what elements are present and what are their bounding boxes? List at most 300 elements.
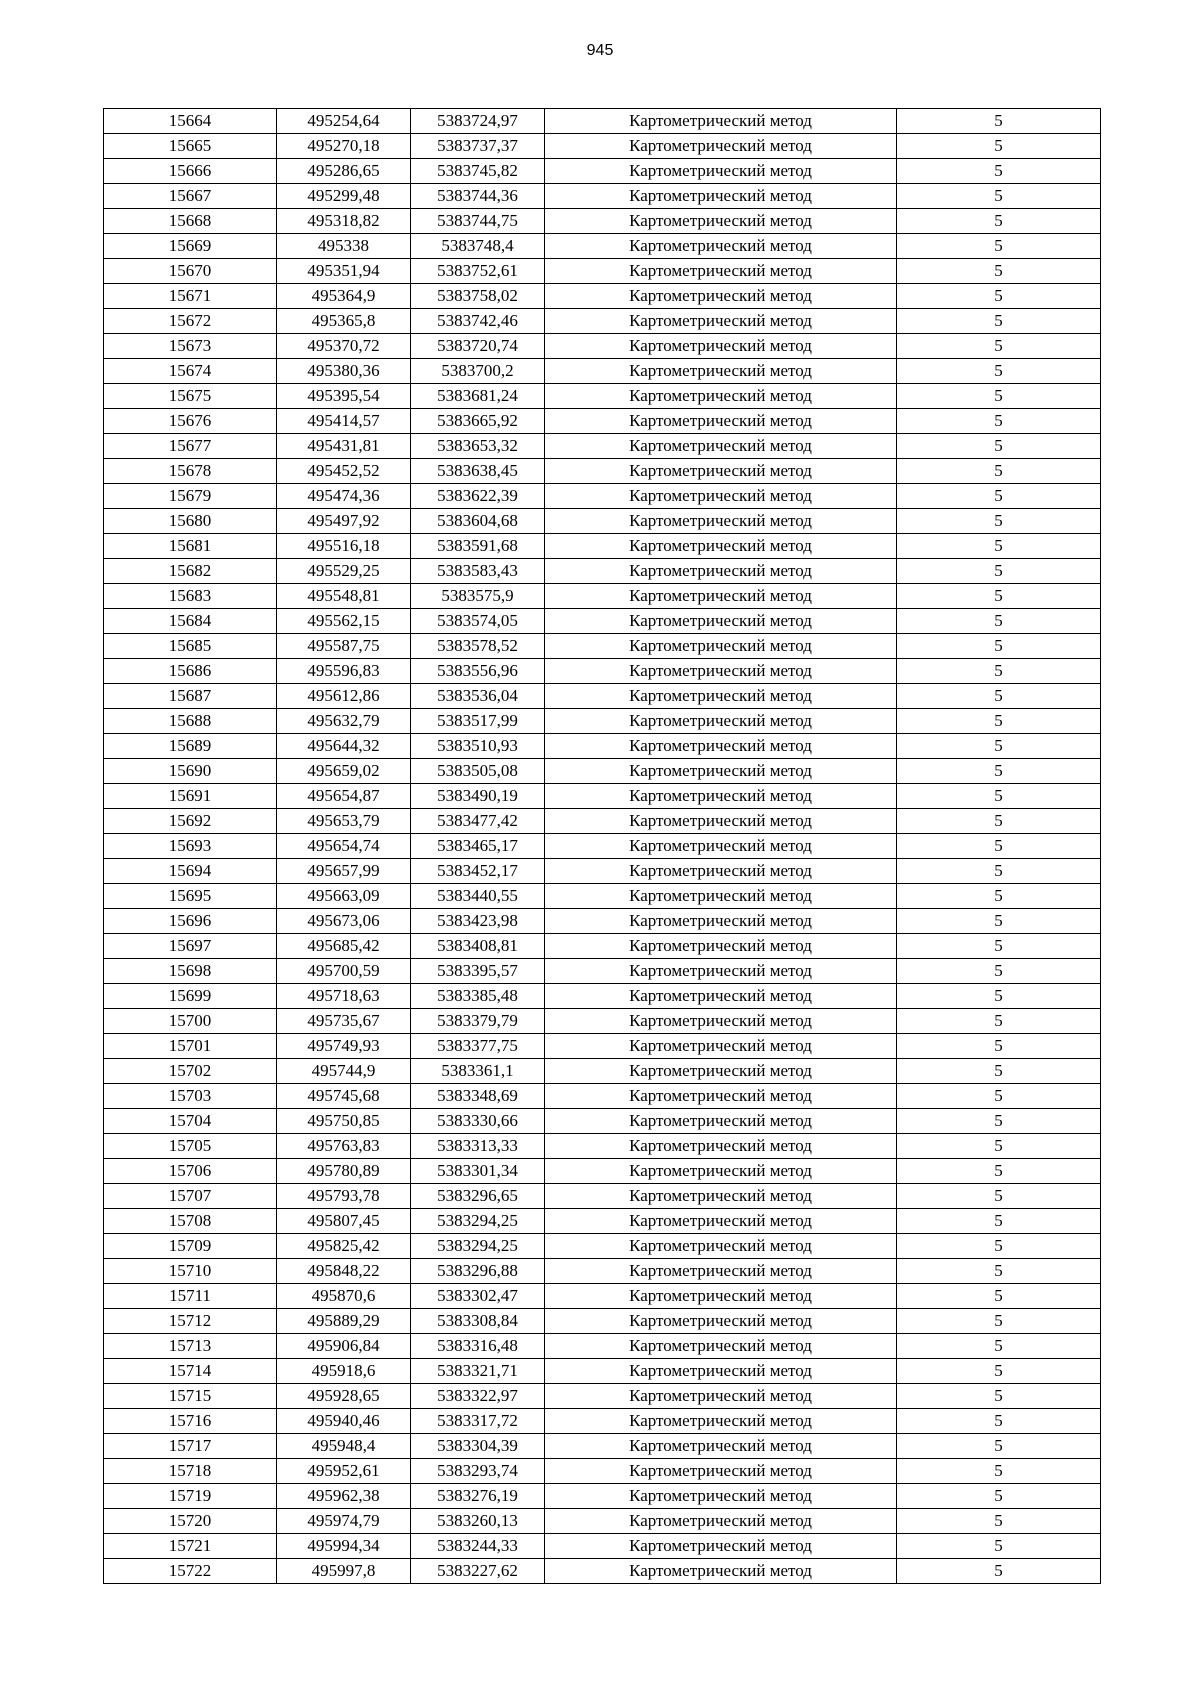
- y-coordinate-cell: 5383322,97: [411, 1384, 545, 1409]
- table-row: [104, 559, 1101, 584]
- accuracy-cell: 5: [897, 984, 1101, 1009]
- coordinates-table: [103, 108, 1101, 1584]
- table-row: [104, 1284, 1101, 1309]
- point-number-cell: 15675: [104, 384, 277, 409]
- point-number-cell: 15699: [104, 984, 277, 1009]
- x-coordinate-cell: 495497,92: [277, 509, 411, 534]
- method-cell: Картометрический метод: [545, 334, 897, 359]
- table-row: [104, 1184, 1101, 1209]
- table-row: [104, 584, 1101, 609]
- y-coordinate-cell: 5383452,17: [411, 859, 545, 884]
- method-cell: Картометрический метод: [545, 584, 897, 609]
- y-coordinate-cell: 5383490,19: [411, 784, 545, 809]
- x-coordinate-cell: 495793,78: [277, 1184, 411, 1209]
- point-number-cell: 15716: [104, 1409, 277, 1434]
- point-number-cell: 15670: [104, 259, 277, 284]
- accuracy-cell: 5: [897, 1084, 1101, 1109]
- y-coordinate-cell: 5383465,17: [411, 834, 545, 859]
- x-coordinate-cell: 495889,29: [277, 1309, 411, 1334]
- accuracy-cell: 5: [897, 909, 1101, 934]
- y-coordinate-cell: 5383745,82: [411, 159, 545, 184]
- accuracy-cell: 5: [897, 884, 1101, 909]
- y-coordinate-cell: 5383505,08: [411, 759, 545, 784]
- table-row: [104, 134, 1101, 159]
- y-coordinate-cell: 5383395,57: [411, 959, 545, 984]
- x-coordinate-cell: 495254,64: [277, 109, 411, 134]
- point-number-cell: 15691: [104, 784, 277, 809]
- x-coordinate-cell: 495395,54: [277, 384, 411, 409]
- method-cell: Картометрический метод: [545, 859, 897, 884]
- method-cell: Картометрический метод: [545, 309, 897, 334]
- point-number-cell: 15701: [104, 1034, 277, 1059]
- accuracy-cell: 5: [897, 1134, 1101, 1159]
- table-row: [104, 209, 1101, 234]
- table-row: [104, 959, 1101, 984]
- y-coordinate-cell: 5383385,48: [411, 984, 545, 1009]
- point-number-cell: 15713: [104, 1334, 277, 1359]
- method-cell: Картометрический метод: [545, 509, 897, 534]
- y-coordinate-cell: 5383737,37: [411, 134, 545, 159]
- table-row: [104, 1434, 1101, 1459]
- accuracy-cell: 5: [897, 359, 1101, 384]
- y-coordinate-cell: 5383583,43: [411, 559, 545, 584]
- x-coordinate-cell: 495673,06: [277, 909, 411, 934]
- point-number-cell: 15697: [104, 934, 277, 959]
- y-coordinate-cell: 5383313,33: [411, 1134, 545, 1159]
- method-cell: Картометрический метод: [545, 609, 897, 634]
- method-cell: Картометрический метод: [545, 784, 897, 809]
- accuracy-cell: 5: [897, 1184, 1101, 1209]
- method-cell: Картометрический метод: [545, 1509, 897, 1534]
- accuracy-cell: 5: [897, 384, 1101, 409]
- table-row: [104, 159, 1101, 184]
- point-number-cell: 15687: [104, 684, 277, 709]
- table-row: [104, 259, 1101, 284]
- accuracy-cell: 5: [897, 1359, 1101, 1384]
- accuracy-cell: 5: [897, 109, 1101, 134]
- y-coordinate-cell: 5383752,61: [411, 259, 545, 284]
- y-coordinate-cell: 5383294,25: [411, 1209, 545, 1234]
- table-row: [104, 384, 1101, 409]
- page-number: 945: [586, 42, 614, 59]
- table-row: [104, 684, 1101, 709]
- table-row: [104, 109, 1101, 134]
- x-coordinate-cell: 495286,65: [277, 159, 411, 184]
- y-coordinate-cell: 5383293,74: [411, 1459, 545, 1484]
- x-coordinate-cell: 495744,9: [277, 1059, 411, 1084]
- method-cell: Картометрический метод: [545, 1109, 897, 1134]
- point-number-cell: 15718: [104, 1459, 277, 1484]
- table-row: [104, 1259, 1101, 1284]
- x-coordinate-cell: 495825,42: [277, 1234, 411, 1259]
- y-coordinate-cell: 5383517,99: [411, 709, 545, 734]
- accuracy-cell: 5: [897, 134, 1101, 159]
- accuracy-cell: 5: [897, 734, 1101, 759]
- x-coordinate-cell: 495529,25: [277, 559, 411, 584]
- y-coordinate-cell: 5383477,42: [411, 809, 545, 834]
- point-number-cell: 15688: [104, 709, 277, 734]
- method-cell: Картометрический метод: [545, 884, 897, 909]
- y-coordinate-cell: 5383377,75: [411, 1034, 545, 1059]
- method-cell: Картометрический метод: [545, 809, 897, 834]
- method-cell: Картометрический метод: [545, 1359, 897, 1384]
- y-coordinate-cell: 5383423,98: [411, 909, 545, 934]
- table-row: [104, 1384, 1101, 1409]
- x-coordinate-cell: 495735,67: [277, 1009, 411, 1034]
- method-cell: Картометрический метод: [545, 1434, 897, 1459]
- accuracy-cell: 5: [897, 1059, 1101, 1084]
- method-cell: Картометрический метод: [545, 1034, 897, 1059]
- accuracy-cell: 5: [897, 1484, 1101, 1509]
- point-number-cell: 15719: [104, 1484, 277, 1509]
- x-coordinate-cell: 495612,86: [277, 684, 411, 709]
- x-coordinate-cell: 495750,85: [277, 1109, 411, 1134]
- x-coordinate-cell: 495653,79: [277, 809, 411, 834]
- table-row: [104, 1234, 1101, 1259]
- accuracy-cell: 5: [897, 859, 1101, 884]
- table-row: [104, 1209, 1101, 1234]
- method-cell: Картометрический метод: [545, 709, 897, 734]
- x-coordinate-cell: 495994,34: [277, 1534, 411, 1559]
- y-coordinate-cell: 5383724,97: [411, 109, 545, 134]
- y-coordinate-cell: 5383330,66: [411, 1109, 545, 1134]
- point-number-cell: 15700: [104, 1009, 277, 1034]
- accuracy-cell: 5: [897, 1509, 1101, 1534]
- accuracy-cell: 5: [897, 534, 1101, 559]
- accuracy-cell: 5: [897, 234, 1101, 259]
- y-coordinate-cell: 5383720,74: [411, 334, 545, 359]
- table-row: [104, 284, 1101, 309]
- accuracy-cell: 5: [897, 259, 1101, 284]
- y-coordinate-cell: 5383301,34: [411, 1159, 545, 1184]
- point-number-cell: 15678: [104, 459, 277, 484]
- y-coordinate-cell: 5383304,39: [411, 1434, 545, 1459]
- table-row: [104, 1459, 1101, 1484]
- point-number-cell: 15674: [104, 359, 277, 384]
- x-coordinate-cell: 495414,57: [277, 409, 411, 434]
- y-coordinate-cell: 5383316,48: [411, 1334, 545, 1359]
- table-row: [104, 1409, 1101, 1434]
- y-coordinate-cell: 5383227,62: [411, 1559, 545, 1584]
- x-coordinate-cell: 495870,6: [277, 1284, 411, 1309]
- point-number-cell: 15693: [104, 834, 277, 859]
- point-number-cell: 15708: [104, 1209, 277, 1234]
- point-number-cell: 15721: [104, 1534, 277, 1559]
- table-row: [104, 1134, 1101, 1159]
- y-coordinate-cell: 5383294,25: [411, 1234, 545, 1259]
- y-coordinate-cell: 5383296,88: [411, 1259, 545, 1284]
- point-number-cell: 15671: [104, 284, 277, 309]
- x-coordinate-cell: 495948,4: [277, 1434, 411, 1459]
- y-coordinate-cell: 5383758,02: [411, 284, 545, 309]
- y-coordinate-cell: 5383744,36: [411, 184, 545, 209]
- method-cell: Картометрический метод: [545, 1534, 897, 1559]
- table-row: [104, 934, 1101, 959]
- point-number-cell: 15666: [104, 159, 277, 184]
- x-coordinate-cell: 495997,8: [277, 1559, 411, 1584]
- accuracy-cell: 5: [897, 1234, 1101, 1259]
- table-row: [104, 1534, 1101, 1559]
- point-number-cell: 15685: [104, 634, 277, 659]
- accuracy-cell: 5: [897, 584, 1101, 609]
- accuracy-cell: 5: [897, 1259, 1101, 1284]
- accuracy-cell: 5: [897, 1109, 1101, 1134]
- table-row: [104, 609, 1101, 634]
- method-cell: Картометрический метод: [545, 209, 897, 234]
- x-coordinate-cell: 495380,36: [277, 359, 411, 384]
- x-coordinate-cell: 495351,94: [277, 259, 411, 284]
- method-cell: Картометрический метод: [545, 984, 897, 1009]
- method-cell: Картометрический метод: [545, 459, 897, 484]
- table-row: [104, 409, 1101, 434]
- method-cell: Картометрический метод: [545, 1259, 897, 1284]
- y-coordinate-cell: 5383317,72: [411, 1409, 545, 1434]
- y-coordinate-cell: 5383308,84: [411, 1309, 545, 1334]
- y-coordinate-cell: 5383379,79: [411, 1009, 545, 1034]
- y-coordinate-cell: 5383604,68: [411, 509, 545, 534]
- accuracy-cell: 5: [897, 1034, 1101, 1059]
- x-coordinate-cell: 495763,83: [277, 1134, 411, 1159]
- point-number-cell: 15709: [104, 1234, 277, 1259]
- accuracy-cell: 5: [897, 559, 1101, 584]
- accuracy-cell: 5: [897, 759, 1101, 784]
- accuracy-cell: 5: [897, 1009, 1101, 1034]
- method-cell: Картометрический метод: [545, 234, 897, 259]
- x-coordinate-cell: 495659,02: [277, 759, 411, 784]
- accuracy-cell: 5: [897, 184, 1101, 209]
- method-cell: Картометрический метод: [545, 834, 897, 859]
- method-cell: Картометрический метод: [545, 1459, 897, 1484]
- point-number-cell: 15715: [104, 1384, 277, 1409]
- method-cell: Картометрический метод: [545, 284, 897, 309]
- accuracy-cell: 5: [897, 1534, 1101, 1559]
- x-coordinate-cell: 495644,32: [277, 734, 411, 759]
- x-coordinate-cell: 495928,65: [277, 1384, 411, 1409]
- x-coordinate-cell: 495718,63: [277, 984, 411, 1009]
- x-coordinate-cell: 495596,83: [277, 659, 411, 684]
- point-number-cell: 15677: [104, 434, 277, 459]
- accuracy-cell: 5: [897, 1284, 1101, 1309]
- table-row: [104, 334, 1101, 359]
- method-cell: Картометрический метод: [545, 1334, 897, 1359]
- table-row: [104, 734, 1101, 759]
- accuracy-cell: 5: [897, 484, 1101, 509]
- x-coordinate-cell: 495431,81: [277, 434, 411, 459]
- accuracy-cell: 5: [897, 409, 1101, 434]
- method-cell: Картометрический метод: [545, 759, 897, 784]
- y-coordinate-cell: 5383653,32: [411, 434, 545, 459]
- table-row: [104, 184, 1101, 209]
- x-coordinate-cell: 495700,59: [277, 959, 411, 984]
- x-coordinate-cell: 495807,45: [277, 1209, 411, 1234]
- table-row: [104, 984, 1101, 1009]
- x-coordinate-cell: 495365,8: [277, 309, 411, 334]
- accuracy-cell: 5: [897, 159, 1101, 184]
- point-number-cell: 15686: [104, 659, 277, 684]
- method-cell: Картометрический метод: [545, 434, 897, 459]
- method-cell: Картометрический метод: [545, 384, 897, 409]
- y-coordinate-cell: 5383744,75: [411, 209, 545, 234]
- point-number-cell: 15676: [104, 409, 277, 434]
- method-cell: Картометрический метод: [545, 1059, 897, 1084]
- accuracy-cell: 5: [897, 959, 1101, 984]
- method-cell: Картометрический метод: [545, 409, 897, 434]
- x-coordinate-cell: 495654,74: [277, 834, 411, 859]
- x-coordinate-cell: 495749,93: [277, 1034, 411, 1059]
- x-coordinate-cell: 495685,42: [277, 934, 411, 959]
- y-coordinate-cell: 5383536,04: [411, 684, 545, 709]
- point-number-cell: 15696: [104, 909, 277, 934]
- x-coordinate-cell: 495474,36: [277, 484, 411, 509]
- method-cell: Картометрический метод: [545, 959, 897, 984]
- y-coordinate-cell: 5383681,24: [411, 384, 545, 409]
- x-coordinate-cell: 495654,87: [277, 784, 411, 809]
- table-row: [104, 1034, 1101, 1059]
- x-coordinate-cell: 495780,89: [277, 1159, 411, 1184]
- y-coordinate-cell: 5383361,1: [411, 1059, 545, 1084]
- table-row: [104, 509, 1101, 534]
- point-number-cell: 15707: [104, 1184, 277, 1209]
- point-number-cell: 15664: [104, 109, 277, 134]
- coordinates-table-body: [104, 109, 1101, 1584]
- y-coordinate-cell: 5383591,68: [411, 534, 545, 559]
- method-cell: Картометрический метод: [545, 684, 897, 709]
- x-coordinate-cell: 495952,61: [277, 1459, 411, 1484]
- y-coordinate-cell: 5383408,81: [411, 934, 545, 959]
- accuracy-cell: 5: [897, 1434, 1101, 1459]
- y-coordinate-cell: 5383556,96: [411, 659, 545, 684]
- table-row: [104, 1309, 1101, 1334]
- accuracy-cell: 5: [897, 659, 1101, 684]
- y-coordinate-cell: 5383276,19: [411, 1484, 545, 1509]
- y-coordinate-cell: 5383244,33: [411, 1534, 545, 1559]
- table-row: [104, 1334, 1101, 1359]
- table-row: [104, 484, 1101, 509]
- accuracy-cell: 5: [897, 509, 1101, 534]
- method-cell: Картометрический метод: [545, 1134, 897, 1159]
- point-number-cell: 15692: [104, 809, 277, 834]
- y-coordinate-cell: 5383665,92: [411, 409, 545, 434]
- table-row: [104, 234, 1101, 259]
- y-coordinate-cell: 5383575,9: [411, 584, 545, 609]
- method-cell: Картометрический метод: [545, 109, 897, 134]
- point-number-cell: 15683: [104, 584, 277, 609]
- method-cell: Картометрический метод: [545, 1234, 897, 1259]
- x-coordinate-cell: 495562,15: [277, 609, 411, 634]
- method-cell: Картометрический метод: [545, 359, 897, 384]
- table-row: [104, 1509, 1101, 1534]
- point-number-cell: 15702: [104, 1059, 277, 1084]
- method-cell: Картометрический метод: [545, 1484, 897, 1509]
- method-cell: Картометрический метод: [545, 184, 897, 209]
- y-coordinate-cell: 5383574,05: [411, 609, 545, 634]
- x-coordinate-cell: 495299,48: [277, 184, 411, 209]
- accuracy-cell: 5: [897, 684, 1101, 709]
- accuracy-cell: 5: [897, 784, 1101, 809]
- accuracy-cell: 5: [897, 209, 1101, 234]
- x-coordinate-cell: 495370,72: [277, 334, 411, 359]
- accuracy-cell: 5: [897, 434, 1101, 459]
- table-row: [104, 534, 1101, 559]
- method-cell: Картометрический метод: [545, 934, 897, 959]
- x-coordinate-cell: 495270,18: [277, 134, 411, 159]
- method-cell: Картометрический метод: [545, 1084, 897, 1109]
- method-cell: Картометрический метод: [545, 134, 897, 159]
- table-row: [104, 1009, 1101, 1034]
- method-cell: Картометрический метод: [545, 1184, 897, 1209]
- method-cell: Картометрический метод: [545, 1209, 897, 1234]
- accuracy-cell: 5: [897, 709, 1101, 734]
- method-cell: Картометрический метод: [545, 534, 897, 559]
- table-row: [104, 809, 1101, 834]
- y-coordinate-cell: 5383700,2: [411, 359, 545, 384]
- y-coordinate-cell: 5383578,52: [411, 634, 545, 659]
- point-number-cell: 15667: [104, 184, 277, 209]
- point-number-cell: 15679: [104, 484, 277, 509]
- x-coordinate-cell: 495745,68: [277, 1084, 411, 1109]
- point-number-cell: 15706: [104, 1159, 277, 1184]
- point-number-cell: 15668: [104, 209, 277, 234]
- accuracy-cell: 5: [897, 459, 1101, 484]
- method-cell: Картометрический метод: [545, 1159, 897, 1184]
- accuracy-cell: 5: [897, 1459, 1101, 1484]
- point-number-cell: 15711: [104, 1284, 277, 1309]
- x-coordinate-cell: 495663,09: [277, 884, 411, 909]
- accuracy-cell: 5: [897, 1309, 1101, 1334]
- accuracy-cell: 5: [897, 309, 1101, 334]
- accuracy-cell: 5: [897, 634, 1101, 659]
- x-coordinate-cell: 495364,9: [277, 284, 411, 309]
- table-row: [104, 309, 1101, 334]
- table-row: [104, 1159, 1101, 1184]
- point-number-cell: 15689: [104, 734, 277, 759]
- table-row: [104, 1359, 1101, 1384]
- point-number-cell: 15694: [104, 859, 277, 884]
- x-coordinate-cell: 495587,75: [277, 634, 411, 659]
- y-coordinate-cell: 5383748,4: [411, 234, 545, 259]
- table-row: [104, 359, 1101, 384]
- accuracy-cell: 5: [897, 1559, 1101, 1584]
- accuracy-cell: 5: [897, 284, 1101, 309]
- point-number-cell: 15695: [104, 884, 277, 909]
- table-row: [104, 859, 1101, 884]
- accuracy-cell: 5: [897, 1209, 1101, 1234]
- method-cell: Картометрический метод: [545, 159, 897, 184]
- table-row: [104, 1484, 1101, 1509]
- x-coordinate-cell: 495657,99: [277, 859, 411, 884]
- y-coordinate-cell: 5383742,46: [411, 309, 545, 334]
- y-coordinate-cell: 5383622,39: [411, 484, 545, 509]
- point-number-cell: 15672: [104, 309, 277, 334]
- method-cell: Картометрический метод: [545, 1284, 897, 1309]
- method-cell: Картометрический метод: [545, 1559, 897, 1584]
- point-number-cell: 15712: [104, 1309, 277, 1334]
- method-cell: Картометрический метод: [545, 734, 897, 759]
- table-row: [104, 1084, 1101, 1109]
- x-coordinate-cell: 495452,52: [277, 459, 411, 484]
- method-cell: Картометрический метод: [545, 1009, 897, 1034]
- table-row: [104, 709, 1101, 734]
- table-row: [104, 1059, 1101, 1084]
- method-cell: Картометрический метод: [545, 259, 897, 284]
- x-coordinate-cell: 495318,82: [277, 209, 411, 234]
- x-coordinate-cell: 495918,6: [277, 1359, 411, 1384]
- method-cell: Картометрический метод: [545, 1409, 897, 1434]
- table-row: [104, 634, 1101, 659]
- point-number-cell: 15680: [104, 509, 277, 534]
- method-cell: Картометрический метод: [545, 909, 897, 934]
- table-row: [104, 784, 1101, 809]
